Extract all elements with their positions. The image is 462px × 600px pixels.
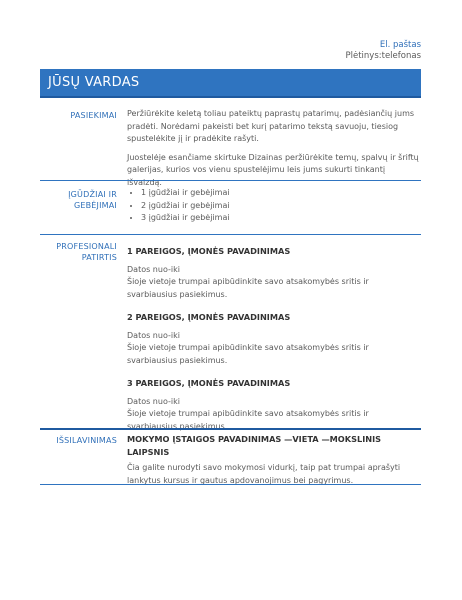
name-title[interactable]: JŪSŲ VARDAS (48, 75, 140, 90)
objective-label: PASIEKIMAI (70, 111, 117, 120)
name-banner (40, 69, 421, 98)
job-description[interactable]: Šioje vietoje trumpai apibūdinkite savo atsakomybės sritis ir svarbiausius pasiekimus. (127, 343, 369, 365)
job-dates[interactable]: Datos nuo-iki (127, 264, 180, 274)
skill-item[interactable]: • 1 įgūdžiai ir gebėjimai (141, 187, 421, 200)
job-title[interactable]: 1 PAREIGOS, ĮMONĖS PAVADINIMAS (127, 246, 291, 256)
email-text[interactable]: El. paštas (379, 40, 421, 50)
education-body (127, 433, 421, 487)
skills-label (40, 189, 117, 211)
job-entry (127, 311, 421, 367)
education-label: IŠSILAVINIMAS (56, 436, 117, 445)
objective-section (40, 108, 421, 187)
phone-text: Plėtinys:telefonas (345, 51, 421, 61)
skills-section (40, 186, 421, 231)
experience-label-line1: PROFESIONALI (56, 242, 117, 251)
objective-body (127, 108, 421, 189)
section-divider (40, 234, 421, 235)
skills-body (127, 187, 421, 225)
education-description[interactable]: Čia galite nurodyti savo mokymosi vidurkį, taip pat trumpai aprašyti lankytus kursus ir gautus apdovanojimus bei pagyrimus. (127, 463, 401, 485)
skills-label-line2: GEBĖJIMAI (73, 201, 117, 210)
job-title[interactable]: 2 PAREIGOS, ĮMONĖS PAVADINIMAS (127, 312, 291, 322)
job-dates[interactable]: Datos nuo-iki (127, 396, 180, 406)
section-divider (40, 180, 421, 181)
contact-info (346, 40, 422, 62)
job-description[interactable]: Šioje vietoje trumpai apibūdinkite savo atsakomybės sritis ir svarbiausius pasiekimus. (127, 277, 369, 299)
skills-label-line1: ĮGŪDŽIAI IR (68, 190, 117, 199)
job-title[interactable]: 3 PAREIGOS, ĮMONĖS PAVADINIMAS (127, 378, 291, 388)
section-divider (40, 484, 421, 485)
job-entry (127, 245, 421, 301)
experience-label-line2: PATIRTIS (81, 253, 117, 262)
education-section (40, 433, 421, 485)
experience-body (127, 245, 421, 433)
section-divider (40, 428, 421, 430)
job-description[interactable]: Šioje vietoje trumpai apibūdinkite savo atsakomybės sritis ir svarbiausius pasiekimus. (127, 409, 369, 431)
job-dates[interactable]: Datos nuo-iki (127, 330, 180, 340)
job-entry (127, 377, 421, 433)
objective-paragraph-2[interactable]: Juostelėje esančiame skirtuke Dizainas peržiūrėkite temų, spalvų ir šriftų galerijas, kurios vos vienu spustelėjimu leis jums sukurti tinkantį išvaizdą. (127, 152, 419, 187)
objective-paragraph-1[interactable]: Peržiūrėkite keletą toliau pateiktų paprastų patarimų, padėsiančių jums pradėti. Norėdami pakeisti bet kurį patarimo tekstą savuoju, tiesiog spustelėkite jį ir pradėkite rašyti. (127, 109, 415, 143)
experience-label (40, 241, 117, 263)
skills-list (127, 187, 421, 225)
skill-item[interactable]: • 3 įgūdžiai ir gebėjimai (141, 212, 421, 225)
skill-item[interactable]: • 2 įgūdžiai ir gebėjimai (141, 200, 421, 213)
experience-section (40, 240, 421, 431)
education-title[interactable]: MOKYMO ĮSTAIGOS PAVADINIMAS —VIETA —MOKSLINIS LAIPSNIS (127, 434, 382, 457)
